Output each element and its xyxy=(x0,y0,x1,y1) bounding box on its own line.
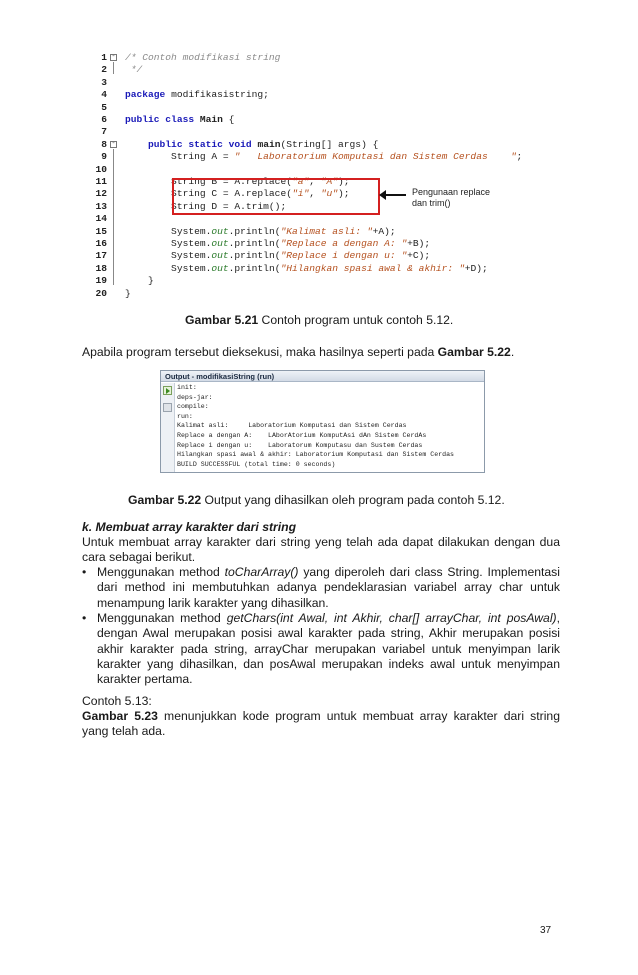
code-line xyxy=(92,114,562,126)
output-line: Hilangkan spasi awal & akhir: Laboratorium Komputasi dan Sistem Cerdas xyxy=(177,451,454,459)
line-number: 8 xyxy=(101,138,107,150)
code-token: String B = A.replace( xyxy=(125,176,292,187)
code-token: out xyxy=(211,250,229,262)
bullet-method: getChars(int Awal, int Akhir, char[] arrayChar, int posAwal) xyxy=(226,611,557,625)
line-number: 7 xyxy=(101,126,107,138)
closing-ref: Gambar 5.23 xyxy=(82,709,158,723)
caption-label: Gambar 5.22 xyxy=(128,493,202,507)
code-line xyxy=(92,102,562,114)
code-line xyxy=(92,126,562,138)
caption-text: Output yang dihasilkan oleh program pada contoh 5.12. xyxy=(201,493,505,507)
code-token: "Kalimat asli: " xyxy=(280,225,373,237)
code-line xyxy=(92,64,562,76)
code-line xyxy=(92,263,562,275)
code-text xyxy=(125,139,378,151)
output-line: Kalimat asli: Laboratorium Komputasi dan Sistem Cerdas xyxy=(177,422,407,430)
code-token: .println( xyxy=(228,238,281,249)
code-text xyxy=(125,52,280,64)
code-line xyxy=(92,151,562,163)
intro-paragraph xyxy=(82,345,560,360)
closing-text: menunjukkan kode program untuk membuat array karakter dari string yang telah ada. xyxy=(82,709,560,738)
code-token: String D = A.trim(); xyxy=(125,200,287,212)
bullet-item xyxy=(82,611,560,687)
code-token: "i" xyxy=(291,188,310,200)
bullet-item xyxy=(82,565,560,611)
output-line: Replace i dengan u: Laboratorum Komputasu dan Sustem Cerdas xyxy=(177,441,423,449)
code-token: String C = A.replace( xyxy=(125,188,292,200)
bullet-mark: • xyxy=(82,565,87,579)
code-token: String A = xyxy=(125,151,235,163)
line-number: 6 xyxy=(101,114,107,125)
code-token: System. xyxy=(125,250,212,262)
code-token: out xyxy=(211,262,229,274)
code-line xyxy=(92,275,562,287)
bullet-post: yang diperoleh dari class String. Implementasi dari method ini membutuhkan adanya pendeklarasian variabel array char untuk menampung larik karakter yang dihasilkan. xyxy=(97,565,560,610)
code-text xyxy=(125,238,430,250)
closing-paragraph xyxy=(82,709,560,739)
code-token: "a" xyxy=(291,176,310,187)
bullet-text xyxy=(97,611,560,687)
code-token: +D); xyxy=(464,262,488,274)
code-figure xyxy=(92,48,562,303)
code-token: Main xyxy=(199,114,223,125)
bullet-pre: Menggunakan method xyxy=(97,611,227,625)
code-text xyxy=(125,64,142,76)
intro-end: . xyxy=(510,345,515,359)
code-token: "A" xyxy=(320,176,339,187)
code-token: package xyxy=(125,89,166,101)
line-number: 11 xyxy=(95,176,107,187)
code-token: } xyxy=(125,275,154,287)
line-number: 16 xyxy=(95,238,107,249)
code-text xyxy=(125,263,488,275)
code-text xyxy=(125,250,430,262)
section-intro: Untuk membuat array karakter dari string yeng telah ada dapat dilakukan dengan dua cara sebagai berikut. xyxy=(82,535,560,564)
bullet-mark: • xyxy=(82,611,87,625)
bullet-text xyxy=(97,565,560,611)
intro-ref: Gambar 5.22 xyxy=(437,345,511,359)
code-token: .println( xyxy=(228,262,281,274)
code-annotation xyxy=(412,187,490,209)
code-token: System. xyxy=(125,262,212,274)
output-line: BUILD SUCCESSFUL (total time: 0 seconds) xyxy=(177,460,336,468)
code-token: " Laboratorium Komputasi dan Sistem Cerdas " xyxy=(234,151,517,163)
code-text xyxy=(125,275,154,287)
code-token: "Hilangkan spasi awal & akhir: " xyxy=(280,262,465,274)
line-number: 9 xyxy=(101,151,107,163)
code-token: public static void xyxy=(125,138,252,150)
code-text xyxy=(125,226,396,238)
code-token: ; xyxy=(516,151,523,163)
code-token: "Replace i dengan u: " xyxy=(280,250,408,262)
annotation-line-1: Pengunaan replace xyxy=(412,187,491,197)
code-text xyxy=(125,114,234,126)
line-number: 19 xyxy=(95,275,107,287)
code-token: , xyxy=(309,176,321,187)
code-token: , xyxy=(309,188,321,200)
code-token: System. xyxy=(125,225,212,237)
code-token: main xyxy=(257,138,281,150)
fold-icon[interactable]: - xyxy=(111,53,116,61)
bullet-method: toCharArray() xyxy=(224,565,299,579)
code-token: modifikasistring; xyxy=(165,89,269,101)
code-token: out xyxy=(211,225,229,237)
intro-text: Apabila program tersebut dieksekusi, maka hasilnya seperti pada xyxy=(82,345,438,359)
code-token: { xyxy=(222,114,235,125)
annotation-line-2: dan trim() xyxy=(412,198,451,208)
fold-guide xyxy=(113,62,114,74)
line-number: 13 xyxy=(95,200,107,212)
code-token: public class xyxy=(125,114,195,125)
code-token: +B); xyxy=(407,238,431,249)
figure-caption-5-21 xyxy=(185,313,453,328)
code-token: (String[] args) { xyxy=(280,138,379,150)
code-token: +A); xyxy=(372,225,396,237)
line-number: 1 xyxy=(101,52,107,63)
fold-guide xyxy=(113,149,114,285)
line-number: 2 xyxy=(101,64,107,76)
line-number: 12 xyxy=(95,188,107,200)
code-token: +C); xyxy=(407,250,431,262)
fold-icon[interactable]: - xyxy=(111,139,116,148)
output-line: deps-jar: xyxy=(177,393,213,401)
line-number: 3 xyxy=(101,76,107,88)
stop-icon[interactable] xyxy=(163,403,172,412)
code-text xyxy=(125,288,131,300)
line-number: 14 xyxy=(95,213,107,225)
code-token: out xyxy=(211,238,229,249)
code-line xyxy=(92,52,562,64)
highlight-box xyxy=(172,178,380,215)
line-number: 4 xyxy=(101,89,107,101)
code-line xyxy=(92,238,562,250)
code-token: ); xyxy=(338,176,350,187)
code-text xyxy=(125,151,522,163)
caption-text: Contoh program untuk contoh 5.12. xyxy=(258,313,454,327)
bullet-pre: Menggunakan method xyxy=(97,565,225,579)
code-line xyxy=(92,139,562,151)
code-line xyxy=(92,250,562,262)
code-text xyxy=(125,89,269,101)
code-token: .println( xyxy=(228,225,281,237)
output-window-title: Output - modifikasiString (run) xyxy=(161,371,484,382)
caption-label: Gambar 5.21 xyxy=(185,313,259,327)
output-toolbar xyxy=(161,383,175,472)
output-line: run: xyxy=(177,412,193,420)
page-number: 37 xyxy=(540,925,552,936)
line-number: 10 xyxy=(95,163,107,175)
code-token: /* Contoh modifikasi string xyxy=(125,52,281,63)
code-token: "Replace a dengan A: " xyxy=(280,238,408,249)
code-token: ); xyxy=(338,188,350,200)
arrow-shaft xyxy=(384,194,406,196)
code-token: */ xyxy=(125,64,143,76)
output-window xyxy=(160,370,485,473)
line-number: 18 xyxy=(95,262,107,274)
code-line xyxy=(92,226,562,238)
bullet-post: , dengan Awal merupakan posisi awal karakter pada string, Akhir merupakan posisi akhir karakter pada string, arrayChar merupakan variabel untuk menyimpan larik karakter yang dihasilkan, dan posAwal merupakan indeks awal untuk menyimpan karakter pertama. xyxy=(97,611,560,687)
output-line: Replace a dengan A: LAborAtorium KomputAsi dAn Sistem CerdAs xyxy=(177,432,427,439)
section-heading: k. Membuat array karakter dari string xyxy=(82,520,297,534)
code-line xyxy=(92,164,562,176)
code-token: .println( xyxy=(228,250,281,262)
code-line xyxy=(92,77,562,89)
line-number: 5 xyxy=(101,101,107,113)
figure-caption-5-22 xyxy=(128,493,505,508)
code-token: System. xyxy=(125,238,212,249)
code-token: "u" xyxy=(320,188,339,200)
output-line: init: xyxy=(177,384,197,391)
line-number: 15 xyxy=(95,225,107,237)
example-label: Contoh 5.13: xyxy=(82,694,152,708)
line-number: 20 xyxy=(95,287,107,299)
line-number: 17 xyxy=(95,250,107,262)
code-line xyxy=(92,89,562,101)
output-line: compile: xyxy=(177,403,209,411)
code-token: } xyxy=(125,287,131,299)
code-line xyxy=(92,288,562,300)
rerun-icon[interactable] xyxy=(163,386,172,395)
